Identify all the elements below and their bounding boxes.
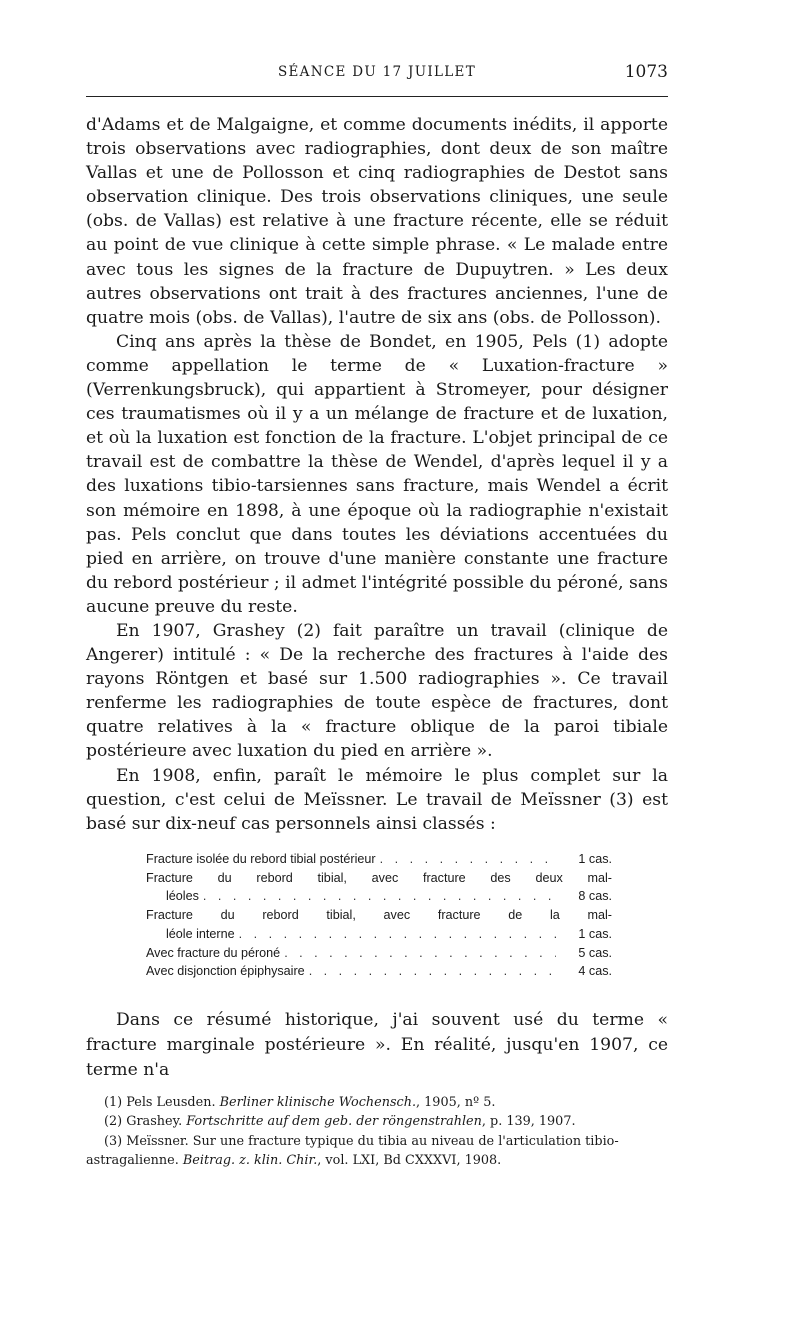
case-count: 8 cas. xyxy=(578,889,612,904)
footnote-mark: (1) xyxy=(104,1095,123,1110)
case-label: léoles xyxy=(166,889,199,904)
paragraph: d'Adams et de Malgaigne, et comme documents inédits, il apporte trois observations avec radiographies, dont deux de son maître Vallas et une de Pollosson et cinq radiographies de Destot sans observation clinique. Des trois observations cliniques, une seule (obs. de Vallas) est relative à une fracture récente, elle se réduit au point de vue clinique à cette simple phrase. « Le malade entre avec tous les signes de la fracture de Dupuytren. » Les deux autres observations ont trait à des fractures anciennes, l'une de quatre mois (obs. de Vallas), l'autre de six ans (obs. de Pollosson). xyxy=(86,115,668,328)
footnote-source: Berliner klinische Wochensch. xyxy=(219,1095,417,1110)
case-row xyxy=(146,850,612,869)
page-number: 1073 xyxy=(624,62,668,82)
footnote-source: Beitrag. z. klin. Chir. xyxy=(182,1152,318,1168)
case-row xyxy=(146,944,612,963)
paragraph: En 1908, enfin, paraît le mémoire le plus complet sur la question, c'est celui de Meïssner. Le travail de Meïssner (3) est basé sur dix-neuf cas personnels ainsi classés : xyxy=(86,765,668,834)
case-label: Avec fracture du péroné xyxy=(146,945,281,960)
case-classification-list xyxy=(146,850,612,981)
case-label: Fracture isolée du rebord tibial postérieur xyxy=(146,852,376,866)
case-label-line: Fracture du rebord tibial, avec fracture de la mal- xyxy=(146,908,612,923)
footnote-mark: (2) xyxy=(104,1114,123,1130)
case-count: 5 cas. xyxy=(578,945,612,960)
footnote-text: , 1905, nº 5. xyxy=(416,1095,496,1110)
case-row xyxy=(146,925,612,944)
header-rule xyxy=(86,96,668,97)
footnote xyxy=(86,1132,668,1171)
paragraph: Cinq ans après la thèse de Bondet, en 1905, Pels (1) adopte comme appellation le terme de « Luxation-fracture » (Verrenkungsbruck), qui appartient à Stromeyer, pour désigner ces traumatismes où il y a un mélange de fracture et de luxation, et où la luxation est fonction de la fracture. L'objet principal de ce travail est de combattre la thèse de Wendel, d'après lequel il y a des luxations tibio-tarsiennes sans fracture, mais Wendel a écrit son mémoire en 1898, à une époque où la radiographie n'existait pas. Pels conclut que dans toutes les déviations accentuées du pied en arrière, on trouve d'une manière constante une fracture du rebord postérieur ; il admet l'intégrité possible du péroné, sans aucune preuve du reste. xyxy=(86,331,668,617)
paragraph: Dans ce résumé historique, j'ai souvent usé du terme « fracture marginale postérieure ». En réalité, jusqu'en 1907, ce terme n'a xyxy=(86,1010,668,1080)
leader-dots xyxy=(380,850,556,869)
case-row xyxy=(146,962,612,981)
main-text xyxy=(86,113,668,836)
leader-dots xyxy=(239,925,556,944)
paragraph: En 1907, Grashey (2) fait paraître un travail (clinique de Angerer) intitulé : « De la recherche des fractures à l'aide des rayons Röntgen et basé sur 1.500 radiographies ». Ce travail renferme les radiographies de toute espèce de fractures, dont quatre relatives à la « fracture oblique de la paroi tibiale postérieure avec luxation du pied en arrière ». xyxy=(86,620,668,762)
footnote-text: Pels Leusden. xyxy=(126,1095,216,1110)
footnote-text: , p. 139, 1907. xyxy=(481,1114,576,1130)
footnote-mark: (3) xyxy=(104,1133,123,1149)
case-label-line: Fracture du rebord tibial, avec fracture des deux mal- xyxy=(146,870,612,885)
leader-dots xyxy=(284,944,556,963)
case-row xyxy=(146,887,612,906)
running-header xyxy=(86,58,668,90)
leader-dots xyxy=(203,887,556,906)
running-title: SÉANCE DU 17 JUILLET xyxy=(277,64,476,80)
case-label: Avec disjonction épiphysaire xyxy=(146,964,305,979)
case-count: 4 cas. xyxy=(578,964,612,979)
footnote-source: Fortschritte auf dem geb. der röngenstrahlen xyxy=(186,1114,482,1130)
case-label: léole interne xyxy=(166,926,235,941)
footnote-text: Grashey. xyxy=(126,1114,183,1130)
footnotes xyxy=(86,1093,668,1170)
footnote-text: Meïssner. Sur une fracture typique du tibia au niveau de l'articulation tibio-astragalienne. xyxy=(86,1133,619,1168)
case-count: 1 cas. xyxy=(578,852,612,866)
leader-dots xyxy=(309,962,556,981)
case-count: 1 cas. xyxy=(578,926,612,941)
footnote-text: , vol. LXI, Bd CXXXVI, 1908. xyxy=(317,1152,502,1168)
footnote xyxy=(86,1093,668,1112)
closing-text xyxy=(86,1008,668,1083)
footnote xyxy=(86,1112,668,1131)
